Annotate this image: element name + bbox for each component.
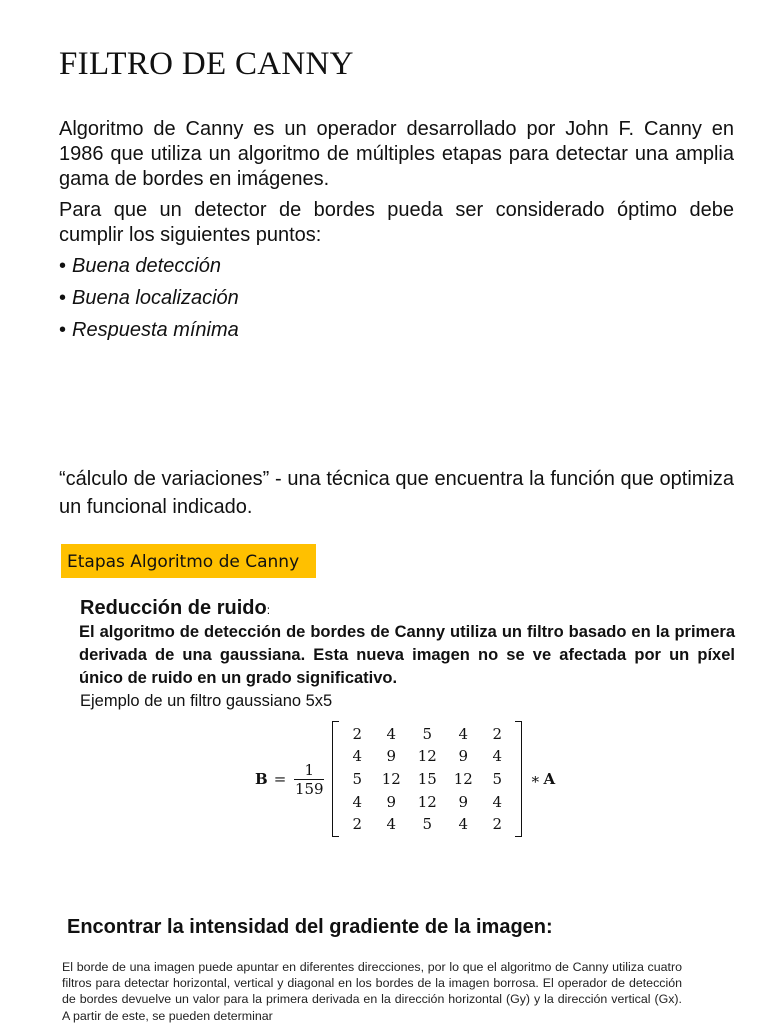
matrix-row [341, 813, 513, 836]
matrix-cell: 2 [492, 815, 503, 834]
matrix-cell: 5 [422, 815, 433, 834]
matrix-cell: 2 [492, 724, 503, 743]
formula-fraction [294, 761, 324, 798]
formula-lhs: B [255, 770, 268, 788]
matrix-cell: 5 [352, 770, 363, 788]
gaussian-formula [255, 720, 555, 838]
matrix-cell: 9 [458, 747, 469, 766]
noise-section-heading [80, 595, 270, 623]
bullet-icon: • [59, 255, 67, 277]
list-item [59, 285, 239, 317]
matrix-cell: 5 [492, 770, 503, 788]
matrix-cell: 12 [417, 747, 437, 766]
gaussian-matrix [341, 723, 513, 836]
matrix-cell: 4 [386, 815, 397, 834]
matrix-cell: 12 [453, 770, 473, 788]
matrix-cell: 4 [458, 724, 469, 743]
noise-heading-separator: : [266, 603, 271, 617]
gaussian-example-label: Ejemplo de un filtro gaussiano 5x5 [80, 692, 333, 710]
bullet-icon: • [59, 287, 67, 309]
noise-section-body: El algoritmo de detección de bordes de Canny utiliza un filtro basado en la primera derivada de una gaussiana. Esta nueva imagen no se ve afectada por un píxel único de ruido en un grado significativo. [79, 623, 735, 687]
right-bracket [515, 721, 522, 837]
matrix-cell: 9 [386, 747, 397, 766]
list-item-label: Buena localización [72, 287, 239, 309]
list-item [59, 253, 239, 285]
matrix-cell: 15 [417, 770, 437, 788]
matrix-cell: 4 [492, 747, 503, 766]
matrix-row [341, 768, 513, 791]
matrix-cell: 2 [352, 815, 363, 834]
page-title: FILTRO DE CANNY [59, 46, 354, 82]
formula-equals: = [273, 770, 287, 788]
matrix-cell: 4 [352, 792, 363, 811]
intro-paragraph: Algoritmo de Canny es un operador desarrollado por John F. Canny en 1986 que utiliza un algoritmo de múltiples etapas para detectar una amplia gama de bordes en imágenes. [59, 118, 734, 190]
left-bracket [332, 721, 339, 837]
matrix-cell: 9 [458, 792, 469, 811]
noise-heading-text: Reducción de ruido [80, 597, 267, 619]
criteria-paragraph: Para que un detector de bordes pueda ser considerado óptimo debe cumplir los siguientes puntos: [59, 199, 734, 246]
matrix-cell: 5 [422, 724, 433, 743]
fraction-denominator: 159 [294, 779, 324, 798]
matrix-row [341, 723, 513, 746]
criteria-list [59, 253, 239, 349]
matrix-cell: 12 [417, 792, 437, 811]
matrix-cell: 12 [381, 770, 401, 788]
fraction-numerator: 1 [304, 760, 315, 779]
matrix-cell: 4 [386, 724, 397, 743]
variations-paragraph: “cálculo de variaciones” - una técnica que encuentra la función que optimiza un funcional indicado. [59, 468, 734, 518]
matrix-cell: 4 [492, 792, 503, 811]
formula-rhs: A [543, 770, 556, 788]
matrix-row [341, 745, 513, 768]
matrix-row [341, 790, 513, 813]
gradient-section-body: El borde de una imagen puede apuntar en diferentes direcciones, por lo que el algoritmo de Canny utiliza cuatro filtros para detectar horizontal, vertical y diagonal en los bordes de la imagen borrosa. El operador de detección de bordes devuelve un valor para la primera derivada en la dirección horizontal (Gy) y la dirección vertical (Gx). A partir de este, se pueden determinar [62, 960, 682, 1023]
list-item [59, 317, 239, 349]
gradient-section-heading: Encontrar la intensidad del gradiente de la imagen: [67, 916, 553, 938]
bullet-icon: • [59, 319, 67, 341]
matrix-cell: 4 [458, 815, 469, 834]
list-item-label: Buena detección [72, 255, 222, 277]
list-item-label: Respuesta mínima [72, 319, 239, 341]
matrix-cell: 2 [352, 724, 363, 743]
formula-operator: ∗ [530, 770, 541, 788]
matrix-cell: 4 [352, 747, 363, 766]
matrix-cell: 9 [386, 792, 397, 811]
stages-badge: Etapas Algoritmo de Canny [61, 544, 316, 578]
